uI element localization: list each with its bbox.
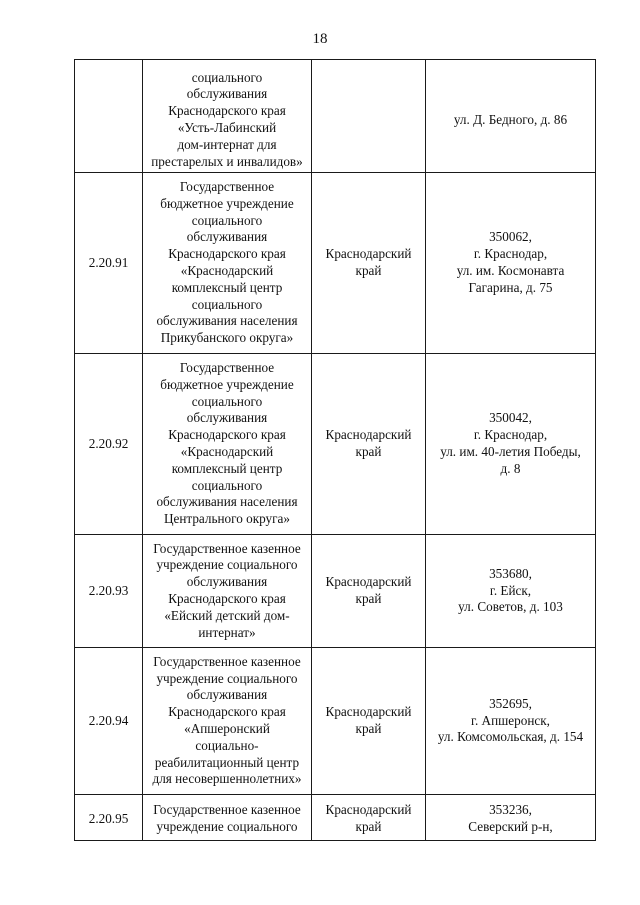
institution-name-cell bbox=[143, 60, 312, 173]
address-line: г. Краснодар, bbox=[473, 246, 548, 262]
region-line: Краснодарский bbox=[325, 427, 412, 443]
name-text bbox=[145, 179, 309, 347]
region-line: край bbox=[355, 591, 382, 606]
name-line: социального bbox=[191, 69, 263, 85]
region-line: Краснодарский bbox=[325, 246, 412, 262]
name-line: обслуживания bbox=[186, 410, 268, 426]
name-line: «Апшеронский bbox=[184, 721, 270, 736]
table-row bbox=[75, 795, 596, 841]
region-text bbox=[314, 574, 423, 608]
row-number: 2.20.94 bbox=[88, 712, 129, 728]
institution-name-cell bbox=[143, 354, 312, 535]
row-number-cell bbox=[75, 173, 143, 354]
table-row bbox=[75, 648, 596, 795]
region-line: Краснодарский bbox=[325, 704, 412, 720]
region-text bbox=[314, 704, 423, 738]
name-line: Государственное bbox=[179, 179, 275, 195]
region-line: край bbox=[355, 819, 382, 834]
address-line: г. Краснодар, bbox=[473, 427, 548, 443]
address-line: г. Ейск, bbox=[489, 582, 532, 598]
address-text bbox=[428, 104, 593, 129]
institution-name-cell bbox=[143, 535, 312, 648]
institution-name-cell bbox=[143, 795, 312, 841]
name-line: Государственное казенное bbox=[153, 802, 301, 818]
region-text bbox=[314, 246, 423, 280]
table-row bbox=[75, 173, 596, 354]
name-line: Краснодарского края bbox=[168, 704, 286, 720]
address-line: Гагарина, д. 75 bbox=[468, 279, 553, 295]
name-line: Центрального округа» bbox=[163, 511, 290, 527]
address-cell bbox=[426, 354, 596, 535]
name-line: Краснодарского края bbox=[168, 246, 286, 262]
region-cell bbox=[312, 535, 426, 648]
region-cell bbox=[312, 795, 426, 841]
address-cell bbox=[426, 648, 596, 795]
institutions-table-body bbox=[75, 60, 596, 841]
address-cell bbox=[426, 173, 596, 354]
row-number: 2.20.92 bbox=[88, 435, 129, 451]
row-number-cell bbox=[75, 648, 143, 795]
name-line: обслуживания bbox=[186, 574, 268, 590]
name-line: Прикубанского округа» bbox=[160, 330, 294, 346]
address-text bbox=[428, 229, 593, 296]
address-line: г. Апшеронск, bbox=[471, 712, 550, 728]
name-line: социального bbox=[191, 393, 263, 409]
address-cell bbox=[426, 795, 596, 841]
name-line: реабилитационный центр bbox=[154, 754, 300, 770]
name-line: «Краснодарский bbox=[180, 444, 274, 459]
institutions-table bbox=[74, 59, 596, 841]
name-line: обслуживания bbox=[186, 229, 268, 245]
name-line: Государственное казенное bbox=[153, 540, 301, 556]
address-line: ул. им. 40-летия Победы, bbox=[440, 444, 581, 459]
address-line: ул. Д. Бедного, д. 86 bbox=[453, 111, 568, 127]
name-line: социального bbox=[191, 296, 263, 312]
name-line: учреждение социального bbox=[156, 557, 298, 573]
name-text bbox=[145, 654, 309, 788]
row-number: 2.20.95 bbox=[88, 810, 129, 826]
name-line: учреждение социального bbox=[156, 819, 298, 834]
name-line: обслуживания населения bbox=[156, 313, 298, 329]
address-line: 352695, bbox=[489, 695, 532, 711]
region-line: край bbox=[355, 263, 382, 278]
name-line: дом-интернат для bbox=[177, 136, 277, 152]
name-line: престарелых и инвалидов» bbox=[151, 153, 303, 169]
name-line: социального bbox=[191, 477, 263, 493]
row-number-cell bbox=[75, 535, 143, 648]
name-line: бюджетное учреждение bbox=[160, 195, 294, 211]
name-line: Государственное bbox=[179, 360, 275, 376]
name-line: «Усть-Лабинский bbox=[177, 120, 277, 135]
row-number: 2.20.93 bbox=[88, 582, 129, 598]
name-text bbox=[145, 62, 309, 171]
table-row bbox=[75, 60, 596, 173]
table-row bbox=[75, 535, 596, 648]
table-row bbox=[75, 354, 596, 535]
region-text bbox=[314, 427, 423, 461]
name-line: для несовершеннолетних» bbox=[152, 771, 302, 787]
row-number-cell bbox=[75, 795, 143, 841]
region-cell bbox=[312, 60, 426, 173]
name-line: Краснодарского края bbox=[168, 427, 286, 443]
address-text bbox=[428, 799, 593, 836]
region-text bbox=[314, 799, 423, 836]
name-line: Государственное казенное bbox=[153, 653, 301, 669]
name-line: бюджетное учреждение bbox=[160, 376, 294, 392]
name-line: Краснодарского края bbox=[168, 103, 286, 119]
name-line: учреждение социального bbox=[156, 670, 298, 686]
address-line: ул. Комсомольская, д. 154 bbox=[437, 729, 584, 745]
row-number-cell bbox=[75, 60, 143, 173]
address-line: ул. им. Космонавта bbox=[456, 263, 565, 278]
institution-name-cell bbox=[143, 173, 312, 354]
address-cell bbox=[426, 60, 596, 173]
region-cell bbox=[312, 173, 426, 354]
address-line: 350042, bbox=[489, 410, 532, 426]
institution-name-cell bbox=[143, 648, 312, 795]
row-number: 2.20.91 bbox=[88, 254, 129, 270]
name-line: социального bbox=[191, 212, 263, 228]
region-cell bbox=[312, 648, 426, 795]
row-number-cell bbox=[75, 354, 143, 535]
address-text bbox=[428, 410, 593, 477]
address-cell bbox=[426, 535, 596, 648]
page-number: 18 bbox=[312, 31, 328, 47]
region-cell bbox=[312, 354, 426, 535]
address-line: 350062, bbox=[489, 229, 532, 245]
name-line: обслуживания населения bbox=[156, 494, 298, 510]
address-text bbox=[428, 696, 593, 746]
address-text bbox=[428, 566, 593, 616]
region-line: Краснодарский bbox=[325, 802, 412, 818]
region-line: край bbox=[355, 721, 382, 736]
address-line: д. 8 bbox=[500, 460, 521, 476]
address-line: ул. Советов, д. 103 bbox=[458, 599, 563, 615]
region-line: Краснодарский bbox=[325, 574, 412, 590]
name-line: социально- bbox=[195, 737, 259, 753]
address-line: Северский р-н, bbox=[468, 819, 553, 834]
name-line: Краснодарского края bbox=[168, 591, 286, 606]
name-line: «Ейский детский дом- bbox=[164, 607, 290, 623]
name-line: интернат» bbox=[198, 624, 256, 640]
region-line: край bbox=[355, 444, 382, 459]
name-text bbox=[145, 360, 309, 528]
name-line: обслуживания bbox=[186, 86, 268, 102]
name-line: комплексный центр bbox=[171, 279, 283, 295]
address-line: 353680, bbox=[489, 565, 532, 581]
name-text bbox=[145, 799, 309, 836]
name-line: обслуживания bbox=[186, 687, 268, 703]
name-line: «Краснодарский bbox=[180, 263, 274, 278]
name-line: комплексный центр bbox=[171, 460, 283, 476]
address-line: 353236, bbox=[489, 802, 532, 818]
name-text bbox=[145, 541, 309, 642]
